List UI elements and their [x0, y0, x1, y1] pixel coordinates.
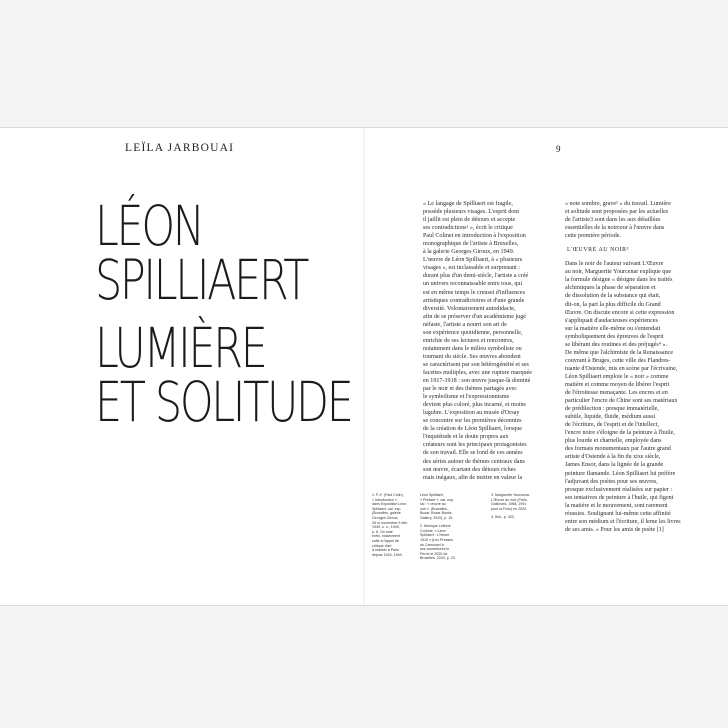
footnote-line: « Préface », cat. exp.	[420, 497, 454, 502]
section-subhead: L'ŒUVRE AU NOIR³	[567, 247, 629, 254]
text-line: des séries autour de thèmes centraux dans	[423, 458, 525, 465]
text-line: de l'étroitesse menaçante. Les encres et en	[565, 390, 668, 397]
footnote-line: « Introduction »,	[372, 497, 398, 502]
text-line: de l'écriture, de l'esprit et de l'intellect,	[565, 422, 659, 429]
book-gutter	[363, 128, 365, 605]
footnote-block	[372, 493, 417, 557]
footnote-line: suite à l'appel de	[372, 538, 399, 543]
text-line: un univers reconnaissable entre tous, qui	[423, 281, 523, 288]
footnote-line: Spilliaert, cat. exp.	[372, 506, 402, 511]
text-line: notamment dans le milieu symboliste ou	[423, 345, 522, 352]
text-line: Paul Colinet en introduction à l'exposition	[423, 233, 526, 240]
text-column-left	[423, 200, 557, 482]
text-line: diversité. Volontairement autodidacte,	[423, 305, 516, 312]
footnote-line: depuis 1924, 1949.	[372, 552, 403, 557]
text-line: réussies. Soulignant lui-même cette affinité	[565, 510, 671, 517]
text-line: la matière et le mouvement, sont rarement	[565, 502, 668, 509]
title-line: ET SOLITUDE	[95, 369, 352, 434]
footnote-line: critique d'art	[372, 543, 392, 548]
footnote-line: Perrin le 2020 de	[420, 551, 448, 556]
text-line: peinture flamande. Léon Spilliaert lui préfère	[565, 470, 676, 477]
footnote-line: Georges Giroux,	[372, 515, 399, 520]
text-line: durant plus d'un demi-siècle, l'artiste a créé	[423, 273, 529, 280]
text-line: alchimiques la phase de séparation et	[565, 285, 656, 292]
footnote-line: 1949, s. n., 1949,	[372, 525, 400, 530]
text-line: son œuvre, écartant des détours riches	[423, 466, 516, 473]
text-line: des formats monumentaux par l'autre grand	[565, 446, 671, 453]
text-line: de ses amis. « Pour les amis de poète [1]	[565, 526, 664, 533]
text-line: et solitude sont proposées par les actuelles	[565, 209, 669, 216]
footnote-line: pour la Folio) en 2020.	[491, 506, 527, 511]
text-line: créateurs sont les principaux protagonistes	[423, 442, 527, 449]
text-line: à la galerie Georges Giroux, en 1949.	[423, 249, 515, 256]
text-line: l'inquiétude et le doute propres aux	[423, 434, 509, 441]
text-line: particulier l'encre de Chine sont ses matériaux	[565, 398, 678, 405]
text-line: James Ensor, dans la lignée de la grande	[565, 462, 664, 469]
text-line: de l'artiste3 sont dans les aux détaillées	[565, 217, 661, 224]
text-column-right	[565, 200, 703, 534]
text-line: symboliquement des épreuves de l'esprit	[565, 333, 664, 340]
text-line: possède plusieurs visages. L'esprit dont	[423, 209, 520, 216]
text-line: de son travail. Elle se fond de ces années	[423, 450, 523, 457]
footnote-line: Léon Spilliaert,	[420, 493, 444, 497]
footnote-line: (Bruxelles, galerie	[372, 511, 401, 516]
footnote-line: 26 or novembre-9 déc.	[372, 520, 409, 525]
text-line: l'encre noire s'éloigne de la peinture à l'huile,	[565, 430, 675, 437]
book-spread	[0, 127, 728, 606]
text-line: presque exclusivement réalisées sur papier :	[565, 486, 673, 493]
text-line: L'œuvre de Léon Spilliaert, à « plusieurs	[423, 257, 523, 264]
text-line: néfaste, l'artiste a nourri son art de	[423, 321, 507, 328]
text-line: couvrant à Bruges, cette ville des Flandres-	[565, 357, 671, 364]
text-line: sur la matière elle-même ou s'entendait	[565, 325, 661, 332]
text-line: de dissolution de la substance qui était,	[565, 293, 661, 300]
footnote-line: p. 6. On note	[372, 529, 393, 534]
text-line: Dans le noir de l'auteur suivant L'Œuvre	[565, 261, 664, 268]
text-line: tournant du siècle. Ses œuvres abondent	[423, 353, 521, 360]
text-line: tuante d'Ostende, mis en scène par l'écrivaine,	[565, 365, 678, 372]
footnote-line: enfin, notamment	[372, 534, 400, 539]
text-line: facettes multiples, avec une rupture marquée	[423, 369, 532, 376]
footnote-line: 4. Ibid., p. 320.	[491, 514, 515, 519]
text-line: en 1917-1918 : son œuvre jusque-là dominé	[423, 378, 531, 385]
text-line: « Le langage de Spilliaert est fragile,	[423, 201, 513, 207]
text-line: lugubre. L'exposition au musée d'Orsay	[423, 410, 520, 417]
text-line: ses contradictions¹ », écrit le critique	[423, 225, 513, 232]
footnote-line: Corinne, « Léon	[420, 528, 446, 533]
title-line: LÉON	[95, 194, 203, 258]
text-line: cette première période.	[565, 233, 621, 240]
footnote-line: Gallery, 2020), p. 19.	[420, 515, 454, 520]
text-line: s'appliquait d'audacieuses expériences	[565, 317, 658, 324]
footnote-line: Spilliaert : L'Heure	[420, 533, 450, 538]
text-line: afin de se préserver d'un académisme jugé	[423, 313, 526, 320]
text-line: devient plus coloré, plus incarné, et moins	[423, 402, 526, 409]
footnote-line: Bozar, Bozar Books	[420, 511, 452, 516]
footnote-line: Gallimard, 1968, 1991	[491, 502, 527, 507]
text-line: De même que l'alchimiste de la Renaissance	[565, 349, 674, 356]
footnote-line: Bruxelles, 2020, p. 23.	[420, 556, 456, 561]
author-name: LEÏLA JARBOUAI	[125, 142, 235, 154]
text-line: visages », est inclassable et surprenant :	[423, 265, 520, 272]
text-line: « note sombre, grave² » du travail. Lumière	[565, 201, 671, 207]
footnote-line: 1. P.-F. (Paul Colin),	[372, 493, 404, 497]
footnote-line: 1915 » (Les Presses	[420, 537, 453, 542]
text-line: Léon Spilliaert emploie le « noir » comme	[565, 373, 669, 380]
text-line: l'adjuvant des poètes pour ses œuvres,	[565, 478, 658, 485]
text-line: mais inégaux, afin de mettre en valeur la	[423, 474, 523, 481]
text-line: se concentre sur les premières décennies	[423, 418, 522, 425]
text-line: matière et comme moyen de libérer l'esprit	[565, 381, 670, 388]
text-line: monographique de l'artiste à Bruxelles,	[423, 241, 519, 248]
footnote-line: sic : « œuvre au	[420, 502, 446, 507]
footnote-block	[491, 493, 549, 520]
title-line: SPILLIAERT	[95, 247, 308, 312]
article-title	[95, 194, 352, 434]
text-line: dit-on, la part la plus difficile du Grand	[565, 301, 661, 308]
text-line: Œuvre. On discute encore si cette expression	[565, 309, 675, 316]
text-line: de la création de Léon Spilliaert, lorsque	[423, 426, 522, 433]
footnote-block	[420, 493, 468, 561]
title-line: LUMIÈRE	[95, 315, 266, 380]
footnote-line: L'Œuvre au noir (Paris,	[491, 497, 528, 502]
text-line: le symbolisme et l'expressionnisme	[423, 394, 510, 401]
text-line: par le noir et des thèmes partagés avec	[423, 386, 517, 393]
text-line: enrichie de ses lectures et rencontres,	[423, 337, 514, 344]
text-line: artiste d'Ostende à la fin du xixe siècle,	[565, 454, 661, 461]
footnote-line: du Carrousel à	[420, 542, 444, 547]
text-line: son expérience quotidienne, personnelle,	[423, 329, 523, 336]
text-line: se caractérisent par son hétérogénéité et ses	[423, 361, 529, 368]
text-line: entre son médium et l'écriture, il leme les livres	[565, 518, 681, 525]
text-line: la formule désigne « désigne dans les traités	[565, 277, 673, 284]
footnote-line: noir », (Bruxelles,	[420, 506, 448, 511]
footnote-line: 3. Marguerite Yourcenar,	[491, 493, 531, 497]
footnote-line: 2. Monique Lefèvre	[420, 524, 451, 529]
text-line: plus lourde et charnelle, employée dans	[565, 438, 662, 445]
footnote-line: ses couvertures le	[420, 547, 450, 552]
footnote-line: dans Exposition Léon	[372, 502, 407, 507]
text-line: de prédilection : presque immatérielle,	[565, 406, 659, 413]
text-line: au noir, Marguerite Yourcenar explique que	[565, 269, 672, 276]
text-line: est en même temps le creuset d'influences	[423, 289, 525, 296]
text-line: il jaillit est plein de détours et accepte	[423, 217, 516, 224]
text-line: ses tentatives de peinture à l'huile, qui figent	[565, 494, 674, 501]
text-line: subtile, liquide, fluide, médium aussi	[565, 414, 656, 421]
text-line: se libérant des routines et des préjugés⁴ ».	[565, 341, 667, 348]
text-line: artistiques contradictoires et d'une grande	[423, 297, 525, 304]
footnote-line: à réaliser à Paris	[372, 548, 399, 553]
page-number: 9	[556, 144, 561, 154]
text-line: essentielles de la noirceur à l'œuvre dans	[565, 225, 665, 232]
